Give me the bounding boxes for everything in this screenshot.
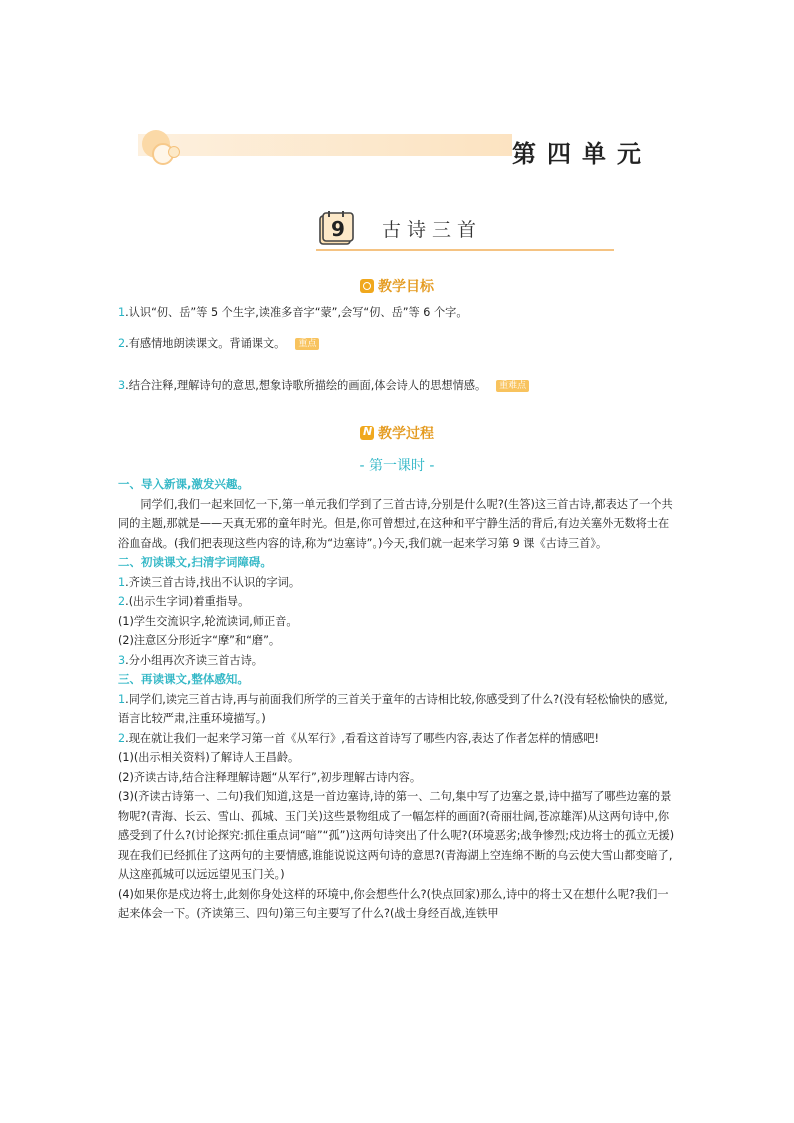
unit-title: 第四单元 [512,139,652,168]
calendar-icon [318,210,354,246]
list-item: 1.齐读三首古诗,找出不认识的字词。 [118,575,301,589]
unit-banner-band [138,134,512,156]
goals-heading: 教学目标 [0,276,794,296]
lesson-body [118,475,678,924]
paragraph: (2)齐读古诗,结合注释理解诗题“从军行”,初步理解古诗内容。 [118,770,422,784]
tag-badge: 重点 [295,338,319,350]
goal-item: 3.结合注释,理解诗句的意思,想象诗歌所描绘的画面,体会诗人的思想情感。 重难点 [118,376,678,396]
paragraph: (4)如果你是戍边将士,此刻你身处这样的环境中,你会想些什么?(快点回家)那么,诗中的将士又在想什么呢?我们一起来体会一下。(齐读第三、四句)第三句主要写了什么?(战士身经百战,连铁甲 [118,887,669,920]
step-heading: 三、再读课文,整体感知。 [118,672,249,686]
paragraph: 同学们,我们一起来回忆一下,第一单元我们学到了三首古诗,分别是什么呢?(生答)这三首古诗,都表达了一个共同的主题,那就是——天真无邪的童年时光。但是,你可曾想过,在这种和平宁静生活的背后,有边关塞外无数将士在浴血奋战。(我们把表现这些内容的诗,称为“边塞诗”。)今天,我们就一起来学习第 9 课《古诗三首》。 [118,497,673,550]
lesson-title: 古诗三首 [382,219,483,241]
process-heading: N教学过程 [0,423,794,443]
paragraph: 1.同学们,读完三首古诗,再与前面我们所学的三首关于童年的古诗相比较,你感受到了什么?(没有轻松愉快的感觉,语言比较严肃,注重环境描写。) [118,692,668,725]
paragraph: (3)(齐读古诗第一、二句)我们知道,这是一首边塞诗,诗的第一、二句,集中写了边塞之景,诗中描写了哪些边塞的景物呢?(青海、长云、雪山、孤城、玉门关)这些景物组成了一幅怎样的画面?(奇丽壮阔,苍凉雄浑)从这两句诗中,你感受到了什么?(讨论探究:抓住重点词“暗”“孤”)这两句诗突出了什么呢?(环境恶劣;战争惨烈;戍边将士的孤立无援)现在我们已经抓住了这两句的主要情感,谁能说说这两句诗的意思?(青海湖上空连绵不断的乌云使大雪山都变暗了,从这座孤城可以远远望见玉门关。) [118,790,675,881]
tag-badge: 重难点 [496,380,529,392]
goal-item: 1.认识“仞、岳”等 5 个生字,读准多音字“蒙”,会写“仞、岳”等 6 个字。 [118,306,468,319]
target-icon [360,279,374,293]
pen-icon [360,426,374,440]
paragraph: (1)(出示相关资料)了解诗人王昌龄。 [118,751,300,764]
divider [316,249,614,251]
list-item: 3.分小组再次齐读三首古诗。 [118,653,263,667]
lesson-number: 9 [331,217,345,241]
paragraph: 2.现在就让我们一起来学习第一首《从军行》,看看这首诗写了哪些内容,表达了作者怎样的情感吧! [118,731,599,745]
decor-circle-icon [168,146,180,158]
list-item: (2)注意区分形近字“摩”和“磨”。 [118,634,281,647]
goal-item: 2.有感情地朗读课文。背诵课文。 重点 [118,334,678,354]
list-item: (1)学生交流识字,轮流读词,师正音。 [118,614,298,628]
session-title: - 第一课时 - [359,458,435,474]
list-item: 2.(出示生字词)着重指导。 [118,595,250,608]
step-heading: 一、导入新课,激发兴趣。 [118,477,249,491]
step-heading: 二、初读课文,扫清字词障碍。 [118,555,272,569]
